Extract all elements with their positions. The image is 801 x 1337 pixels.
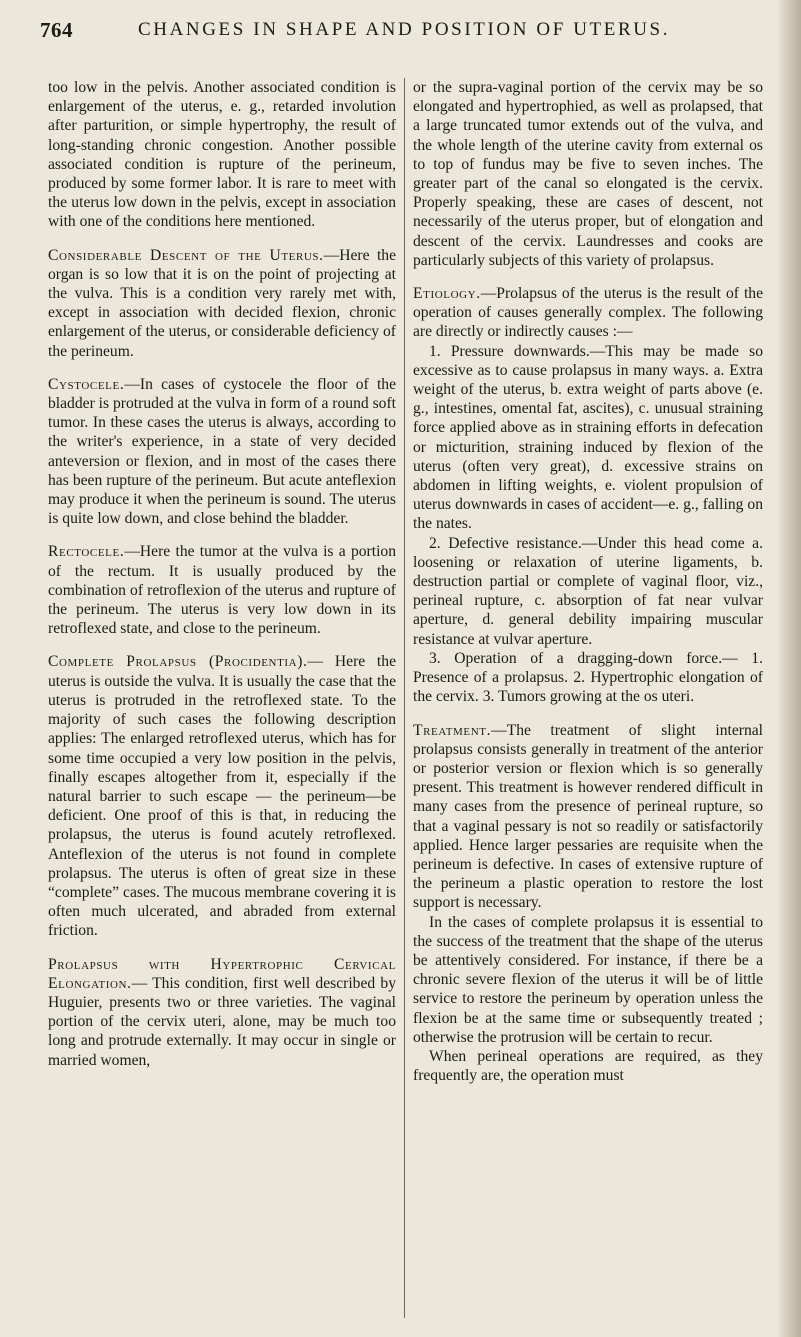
paragraph: In the cases of complete prolapsus it is essential to the success of the treatment that the shape of the uterus be attentively considered. For instance, if there be a chronic severe flexion of the uterus it will be of little service to restore the perineum by operation unless the flexion be at the same time or subsequently treated ; otherwise the protrusion will be certain to recur.	[413, 913, 763, 1046]
section-cystocele: Cystocele.—In cases of cystocele the floor of the bladder is protruded at the vulva in form of a round soft tumor. In these cases the uterus is always, according to the writer's experience, in a state of very decided anteversion or flexion, and in most of the cases there has been rupture of the perineum. But acute anteflexion may produce it when the perineum is sound. The uterus is quite low down, and close behind the bladder.	[48, 375, 396, 528]
section-etiology: Etiology.—Prolapsus of the uterus is the result of the operation of causes generally complex. The following are directly or indirectly causes :—	[413, 285, 763, 341]
etiology-item-2: 2. Defective resistance.—Under this head come a. loosening or relaxation of uterine ligaments, b. destruction partial or complete of vaginal floor, viz., perineal rupture, c. absorption of fat near vulvar aperture, d. general debility impairing muscular resistance at vulvar aperture.	[413, 534, 763, 648]
column-divider	[404, 78, 405, 1318]
page-edge	[779, 0, 801, 1337]
etiology-item-3: 3. Operation of a dragging-down force.— 1. Presence of a prolapsus. 2. Hypertrophic elongation of the cervix. 3. Tumors growing at the os uteri.	[413, 649, 763, 706]
paragraph: or the supra-vaginal portion of the cervix may be so elongated and hypertrophied, as well as prolapsed, that a large truncated tumor extends out of the vulva, and the whole length of the uterine cavity from external os to top of fundus may be five to seven inches. The greater part of the canal so elongated is the cervix. Properly speaking, these are cases of descent, not necessarily of the uterus proper, but of elongation and descent of the cervix. Laundresses and cooks are particularly subjects of this variety of prolapsus.	[413, 79, 763, 269]
section-heading: Cystocele.	[48, 375, 125, 393]
section-heading: Rectocele.	[48, 543, 125, 561]
page-number: 764	[40, 18, 73, 42]
right-column	[413, 78, 763, 1085]
left-column	[48, 78, 396, 1084]
paragraph: When perineal operations are required, as they frequently are, the operation must	[413, 1047, 763, 1085]
section-heading: Treatment.	[413, 721, 492, 739]
section-heading: Complete Prolapsus (Procidentia).	[48, 653, 308, 671]
paragraph: too low in the pelvis. Another associated condition is enlargement of the uterus, e. g., retarded involution after parturition, or simple hypertrophy, the result of long-standing chronic congestion. Another possible associated condition is rupture of the perineum, produced by some former labor. It is rare to meet with the uterus low down in the pelvis, except in association with one of the conditions here mentioned.	[48, 79, 396, 231]
section-rectocele: Rectocele.—Here the tumor at the vulva is a portion of the rectum. It is usually produced by the combination of retroflexion of the uterus and rupture of the perineum. The uterus is very low down in its retroflexed state, and close to the perineum.	[48, 543, 396, 638]
section-complete-prolapsus: Complete Prolapsus (Procidentia).— Here the uterus is outside the vulva. It is usually the case that the uterus is protruded in the retroflexed state. To the majority of such cases the following description applies: The enlarged retroflexed uterus, which has for some time occupied a very low position in the pelvis, finally escapes altogether from it, especially if the natural barrier to such escape — the perineum—be deficient. One proof of this is that, in reducing the prolapsus, the uterus is found acutely retroflexed. Anteflexion of the uterus is not found in complete prolapsus. The uterus is often of great size in these “complete” cases. The mucous membrane covering it is often much ulcerated, and abraded from external friction.	[48, 653, 396, 940]
section-hypertrophic-elongation: Prolapsus with Hypertrophic Cervical Elongation.— This condition, first well described by Huguier, presents two or three varieties. The vaginal portion of the cervix uteri, alone, may be much too long and protrude externally. It may occur in single or married women,	[48, 955, 396, 1069]
section-considerable-descent: Considerable Descent of the Uterus.—Here the organ is so low that it is on the point of projecting at the vulva. This is a condition very rarely met with, except in association with decided flexion, chronic enlargement of the uterus, or considerable deficiency of the perineum.	[48, 246, 396, 360]
running-head: CHANGES IN SHAPE AND POSITION OF UTERUS.	[138, 19, 671, 40]
section-heading: Considerable Descent of the Uterus.	[48, 246, 324, 264]
etiology-item-1: 1. Pressure downwards.—This may be made so excessive as to cause prolapsus in many ways. a. Extra weight of the uterus, b. extra weight of parts above (e. g., intestines, omental fat, ascites), c. unusual straining force applied above as in straining efforts in defecation or micturition, straining induced by flexion of the uterus (often very great), d. excessive strains on abdomen in lifting weights, e. violent propulsion of uterus downwards in cases of accident—e. g., falling on the nates.	[413, 342, 763, 533]
section-heading: Prolapsus with Hypertrophic Cervical Elongation.	[48, 955, 396, 992]
page-header	[40, 18, 780, 48]
section-treatment: Treatment.—The treatment of slight internal prolapsus consists generally in treatment of the anterior or posterior version or flexion which is so generally present. This treatment is however rendered difficult in many cases from the presence of perineal rupture, so that a vaginal pessary is not so readily or satisfactorily applied. Hence larger pessaries are requisite when the perineum is defective. In cases of extensive rupture of the perineum a plastic operation to restore the lost support is necessary.	[413, 721, 763, 912]
section-heading: Etiology.	[413, 285, 481, 303]
